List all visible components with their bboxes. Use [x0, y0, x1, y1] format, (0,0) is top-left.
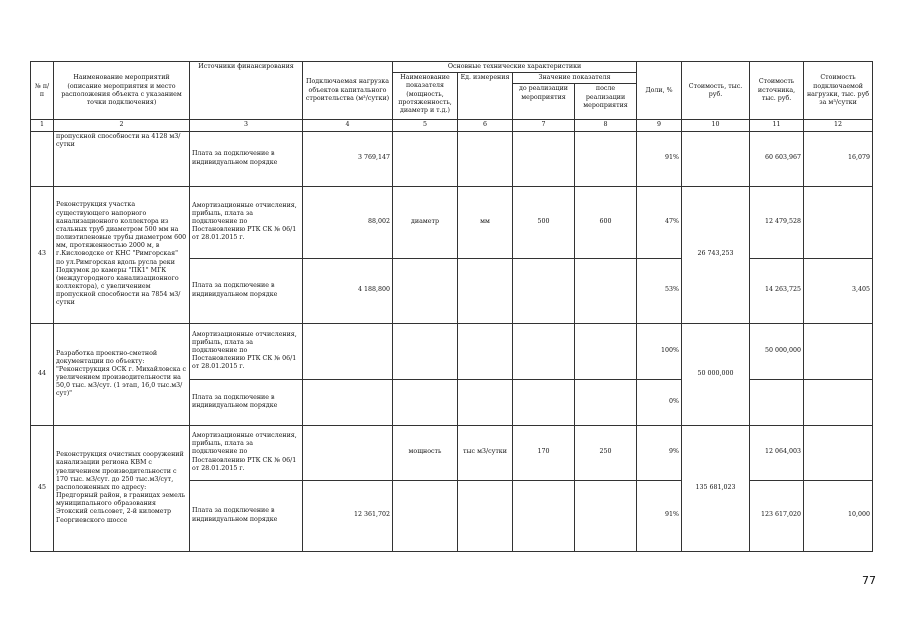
value-after: 250 [575, 425, 637, 480]
column-number-row [31, 120, 873, 131]
table-row [31, 186, 873, 258]
header-indicator: Наименование показателя (мощность, протяженность, диаметр и т.д.) [393, 73, 458, 120]
share: 47% [637, 186, 682, 258]
table-row [31, 425, 873, 480]
measure-name: Реконструкция участка существующего напорного канализационного коллектора из стальных труб диаметром 500 мм на полиэтиленовые трубы диаметром 600 мм, протяженностью 2000 м, в г.Кисловодске от КНС "Римгорская" по ул.Римгорская вдоль русла реки Подкумок до камеры "ПК1" МГК (междугородного канализационного коллектора), с увеличением пропускной способности на 7854 м3/сутки [54, 186, 190, 323]
column-number: 2 [54, 120, 190, 131]
table-row [31, 323, 873, 379]
source-cost: 14 263,725 [750, 258, 804, 323]
row-number: 45 [31, 425, 54, 551]
column-number: 5 [393, 120, 458, 131]
unit: тыс м3/сутки [458, 425, 513, 480]
header-cost: Стоимость, тыс. руб. [682, 62, 750, 120]
connected-load: 4 188,800 [303, 258, 393, 323]
column-number: 9 [637, 120, 682, 131]
measure-name: пропускной способности на 4128 м3/сутки [54, 131, 190, 186]
value-after: 600 [575, 186, 637, 258]
value-before: 170 [513, 425, 575, 480]
share: 9% [637, 425, 682, 480]
total-cost: 135 681,023 [682, 425, 750, 551]
share: 91% [637, 131, 682, 186]
header-tech: Основные технические характеристики [393, 62, 637, 73]
connected-load: 3 769,147 [303, 131, 393, 186]
measure-name: Разработка проектно-сметной документации по объекту: "Реконструкция ОСК г. Михайловска с увеличением производительности на 50,0 тыс. м3/сут. (1 этап, 16,0 тыс.м3/сут)" [54, 323, 190, 425]
source-cost: 123 617,020 [750, 480, 804, 551]
measure-name: Реконструкция очистных сооружений канализации региона КВМ с увеличением производительности с 170 тыс. м3/сут. до 250 тыс.м3/сут, расположенных по адресу: Предгорный район, в границах земель муниципального образования Этокский сельсовет, 2-й километр Георгиевского шоссе [54, 425, 190, 551]
header-name: Наименование мероприятий (описание мероприятия и место расположения объекта с указанием точки подключения) [54, 62, 190, 120]
source-cost: 12 064,003 [750, 425, 804, 480]
funding-source: Плата за подключение в индивидуальном порядке [190, 258, 303, 323]
source-cost: 12 479,528 [750, 186, 804, 258]
unit-cost: 3,405 [804, 258, 873, 323]
column-number: 11 [750, 120, 804, 131]
funding-source: Амортизационные отчисления, прибыль, плата за подключение по Постановлению РТК СК № 06/1 от 28.01.2015 г. [190, 186, 303, 258]
header-unit-cost: Стоимость подключаемой нагрузки, тыс. руб за м³/сутки [804, 62, 873, 120]
value-before: 500 [513, 186, 575, 258]
share: 0% [637, 379, 682, 425]
column-number: 6 [458, 120, 513, 131]
share: 53% [637, 258, 682, 323]
column-number: 7 [513, 120, 575, 131]
header-value: Значение показателя [513, 73, 637, 84]
indicator-name: мощность [393, 425, 458, 480]
header-source: Источники финансирования [190, 62, 303, 120]
funding-source: Плата за подключение в индивидуальном порядке [190, 131, 303, 186]
table-row [31, 131, 873, 186]
header-src-cost: Стоимость источника, тыс. руб. [750, 62, 804, 120]
unit: мм [458, 186, 513, 258]
connected-load: 88,002 [303, 186, 393, 258]
row-number: 43 [31, 186, 54, 323]
funding-source: Амортизационные отчисления, прибыль, плата за подключение по Постановлению РТК СК № 06/1 от 28.01.2015 г. [190, 425, 303, 480]
funding-source: Плата за подключение в индивидуальном порядке [190, 379, 303, 425]
row-number: 44 [31, 323, 54, 425]
header-unit: Ед. измерения [458, 73, 513, 120]
column-number: 12 [804, 120, 873, 131]
column-number: 4 [303, 120, 393, 131]
source-cost: 50 000,000 [750, 323, 804, 379]
share: 91% [637, 480, 682, 551]
header-num: № п/п [31, 62, 54, 120]
unit-cost: 16,079 [804, 131, 873, 186]
page-number: 77 [862, 574, 876, 587]
total-cost: 50 000,000 [682, 323, 750, 425]
indicator-name: диаметр [393, 186, 458, 258]
unit-cost: 10,000 [804, 480, 873, 551]
header-before: до реализации мероприятия [513, 84, 575, 120]
source-cost: 60 603,967 [750, 131, 804, 186]
column-number: 3 [190, 120, 303, 131]
share: 100% [637, 323, 682, 379]
column-number: 8 [575, 120, 637, 131]
column-number: 10 [682, 120, 750, 131]
investment-table [30, 61, 873, 552]
header-share: Доли, % [637, 62, 682, 120]
funding-source: Плата за подключение в индивидуальном порядке [190, 480, 303, 551]
header-after: после реализации мероприятия [575, 84, 637, 120]
funding-source: Амортизационные отчисления, прибыль, плата за подключение по Постановлению РТК СК № 06/1 от 28.01.2015 г. [190, 323, 303, 379]
header-load: Подключаемая нагрузка объектов капитального строительства (м³/сутки) [303, 62, 393, 120]
total-cost: 26 743,253 [682, 186, 750, 323]
column-number: 1 [31, 120, 54, 131]
connected-load: 12 361,702 [303, 480, 393, 551]
